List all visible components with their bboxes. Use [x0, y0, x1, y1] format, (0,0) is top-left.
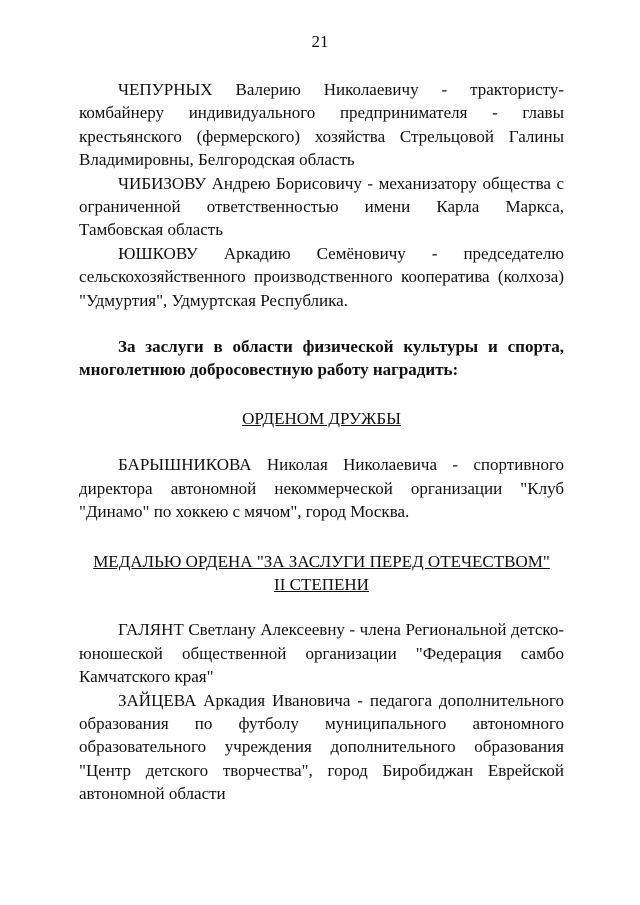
award-entry-galyant: ГАЛЯНТ Светлану Алексеевну - члена Региональной детско-юношеской общественной организации "Федерация самбо Камчатского края": [79, 620, 564, 687]
award-entry-chepurnykh: ЧЕПУРНЫХ Валерию Николаевичу - трактористу-комбайнеру индивидуального предпринимателя - главы крестьянского (фермерского) хозяйства Стрельцовой Галины Владимировны, Белгородская область: [79, 80, 564, 170]
award-entry-baryshnikov: БАРЫШНИКОВА Николая Николаевича - спортивного директора автономной некоммерческой организации "Клуб "Динамо" по хоккею с мячом", город Москва.: [79, 455, 564, 522]
document-body: [79, 78, 564, 806]
medal-heading-line1: МЕДАЛЬЮ ОРДЕНА "ЗА ЗАСЛУГИ ПЕРЕД ОТЕЧЕСТВОМ": [93, 551, 550, 571]
award-entry-yushkov: ЮШКОВУ Аркадию Семёновичу - председателю сельскохозяйственного производственного кооператива (колхоза) "Удмуртия", Удмуртская Республика.: [79, 243, 564, 310]
merit-statement: За заслуги в области физической культуры и спорта, многолетнюю добросовестную работу наградить:: [79, 337, 564, 380]
page-number: 21: [311, 32, 329, 51]
medal-heading-line2: II СТЕПЕНИ: [274, 574, 369, 594]
order-heading: ОРДЕНОМ ДРУЖБЫ: [242, 408, 401, 428]
medal-heading: [79, 550, 564, 597]
award-entry-zaytsev: ЗАЙЦЕВА Аркадия Ивановича - педагога дополнительного образования по футболу муниципального автономного образовательного учреждения дополнительного образования "Центр детского творчества", город Биробиджан Еврейской автономной области: [79, 690, 564, 804]
award-entry-chibizov: ЧИБИЗОВУ Андрею Борисовичу - механизатору общества с ограниченной ответственностью имени Карла Маркса, Тамбовская область: [79, 173, 564, 240]
